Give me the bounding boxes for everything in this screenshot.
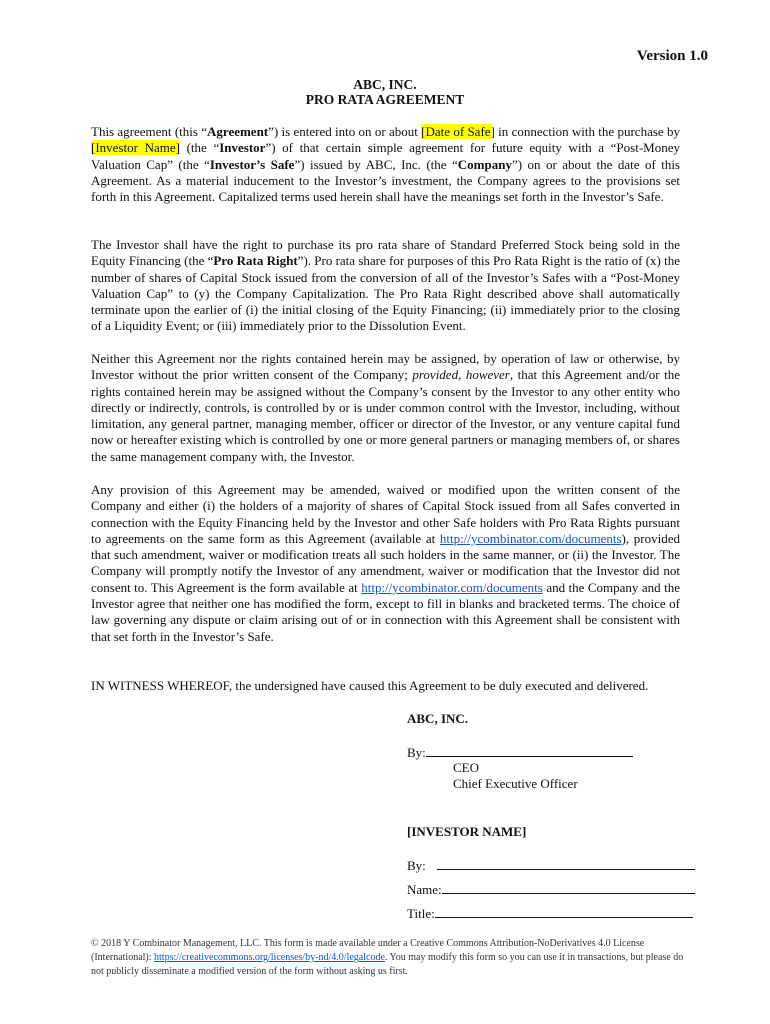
version-label: Version 1.0 bbox=[636, 48, 708, 64]
yc-documents-link[interactable]: http://ycombinator.com/documents bbox=[439, 530, 622, 546]
paragraph-witness: IN WITNESS WHEREOF, the undersigned have caused this Agreement to be duly executed and delivered. bbox=[91, 678, 649, 693]
signature-name-row bbox=[407, 880, 695, 898]
title-label: Title: bbox=[407, 906, 435, 921]
investor-signature-line[interactable] bbox=[437, 856, 695, 870]
paragraph-amendment: Any provision of this Agreement may be amended, waived or modified upon the written consent of the Company and either (i) the holders of a majority of shares of Capital Stock issued from all Safes converted in connection with the Equity Financing held by the Investor and other Safe holders with Pro Rata Rights pursuant to agreements on the same form as this Agreement (available at http://ycombinator.com/documents), provided that such amendment, waiver or modification treats all such holders in the same manner, or (ii) the Investor. The Company will promptly notify the Investor of any amendment, waiver or modification that the Investor did not consent to. This Agreement is the form available at http://ycombinator.com/documents and the Company and the Investor agree that neither one has modified the form, except to fill in blanks and bracketed terms. The choice of law governing any dispute or claim arising out of or in connection with this Agreement shall be consistent with that set forth in the Investor’s Safe. bbox=[91, 482, 681, 644]
investor-name-placeholder[interactable]: [Investor Name] bbox=[91, 140, 180, 156]
name-label: Name: bbox=[407, 882, 442, 897]
paragraph-intro: This agreement (this “Agreement”) is entered into on or about [Date of Safe] in connection with the purchase by [Investor Name] (the “Investor”) of that certain simple agreement for future equity with a “Post-Money Valuation Cap” (the “Investor’s Safe”) issued by ABC, Inc. (the “Company”) on or about the date of this Agreement. As a material inducement to the Investor’s investment, the Company agrees to the provisions set forth in this Agreement. Capitalized terms used herein shall have the meanings set forth in the Investor’s Safe. bbox=[91, 124, 680, 205]
signature-company-by-row bbox=[407, 743, 633, 761]
company-title: ABC, INC. bbox=[353, 77, 417, 92]
signature-title-row bbox=[407, 904, 693, 922]
signer-title-short: CEO bbox=[453, 760, 479, 775]
signer-title-full: Chief Executive Officer bbox=[453, 776, 578, 791]
signature-company-name: ABC, INC. bbox=[407, 711, 469, 726]
investor-name-line[interactable] bbox=[442, 880, 695, 894]
paragraph-pro-rata-right: The Investor shall have the right to purchase its pro rata share of Standard Preferred Stock being sold in the Equity Financing (the “Pro Rata Right”). Pro rata share for purposes of this Pro Rata Right is the ratio of (x) the number of shares of Capital Stock issued from the conversion of all of the Investor’s Safes with a “Post-Money Valuation Cap” to (y) the Company Capitalization. The Pro Rata Right described above shall automatically terminate upon the earlier of (i) the initial closing of the Equity Financing; (ii) immediately prior to the closing of a Liquidity Event; or (iii) immediately prior to the Dissolution Event. bbox=[91, 237, 681, 334]
license-footer: © 2018 Y Combinator Management, LLC. This form is made available under a Creative Commons Attribution-NoDerivatives 4.0 License (International): https://creativecommons.org/licenses/by-nd/4.0/legalcode. You may modify this form so you can use it in transactions, but please do not publicly disseminate a modified version of the form without asking us first. bbox=[91, 938, 684, 977]
date-of-safe-placeholder[interactable]: [Date of Safe bbox=[421, 124, 491, 139]
company-signature-line[interactable] bbox=[426, 743, 633, 757]
by-label: By: bbox=[407, 745, 426, 760]
document-title: PRO RATA AGREEMENT bbox=[305, 92, 465, 107]
yc-documents-link-2[interactable]: http://ycombinator.com/documents bbox=[361, 579, 543, 595]
signature-investor-by-row bbox=[407, 856, 695, 874]
signature-investor-name: [INVESTOR NAME] bbox=[407, 824, 527, 839]
license-link[interactable]: https://creativecommons.org/licenses/by-nd/4.0/legalcode bbox=[154, 952, 385, 963]
investor-title-line[interactable] bbox=[435, 904, 693, 918]
by-label: By: bbox=[407, 858, 426, 873]
paragraph-assignment: Neither this Agreement nor the rights contained herein may be assigned, by operation of law or otherwise, by Investor without the prior written consent of the Company; provided, however, that this Agreement and/or the rights contained herein may be assigned without the Company’s consent by the Investor to any other entity who directly or indirectly, controls, is controlled by or is under common control with the Investor, including, without limitation, any general partner, managing member, officer or director of the Investor, or any venture capital fund now or hereafter existing which is controlled by one or more general partners or managing members of, or shares the same management company with, the Investor. bbox=[91, 351, 680, 464]
